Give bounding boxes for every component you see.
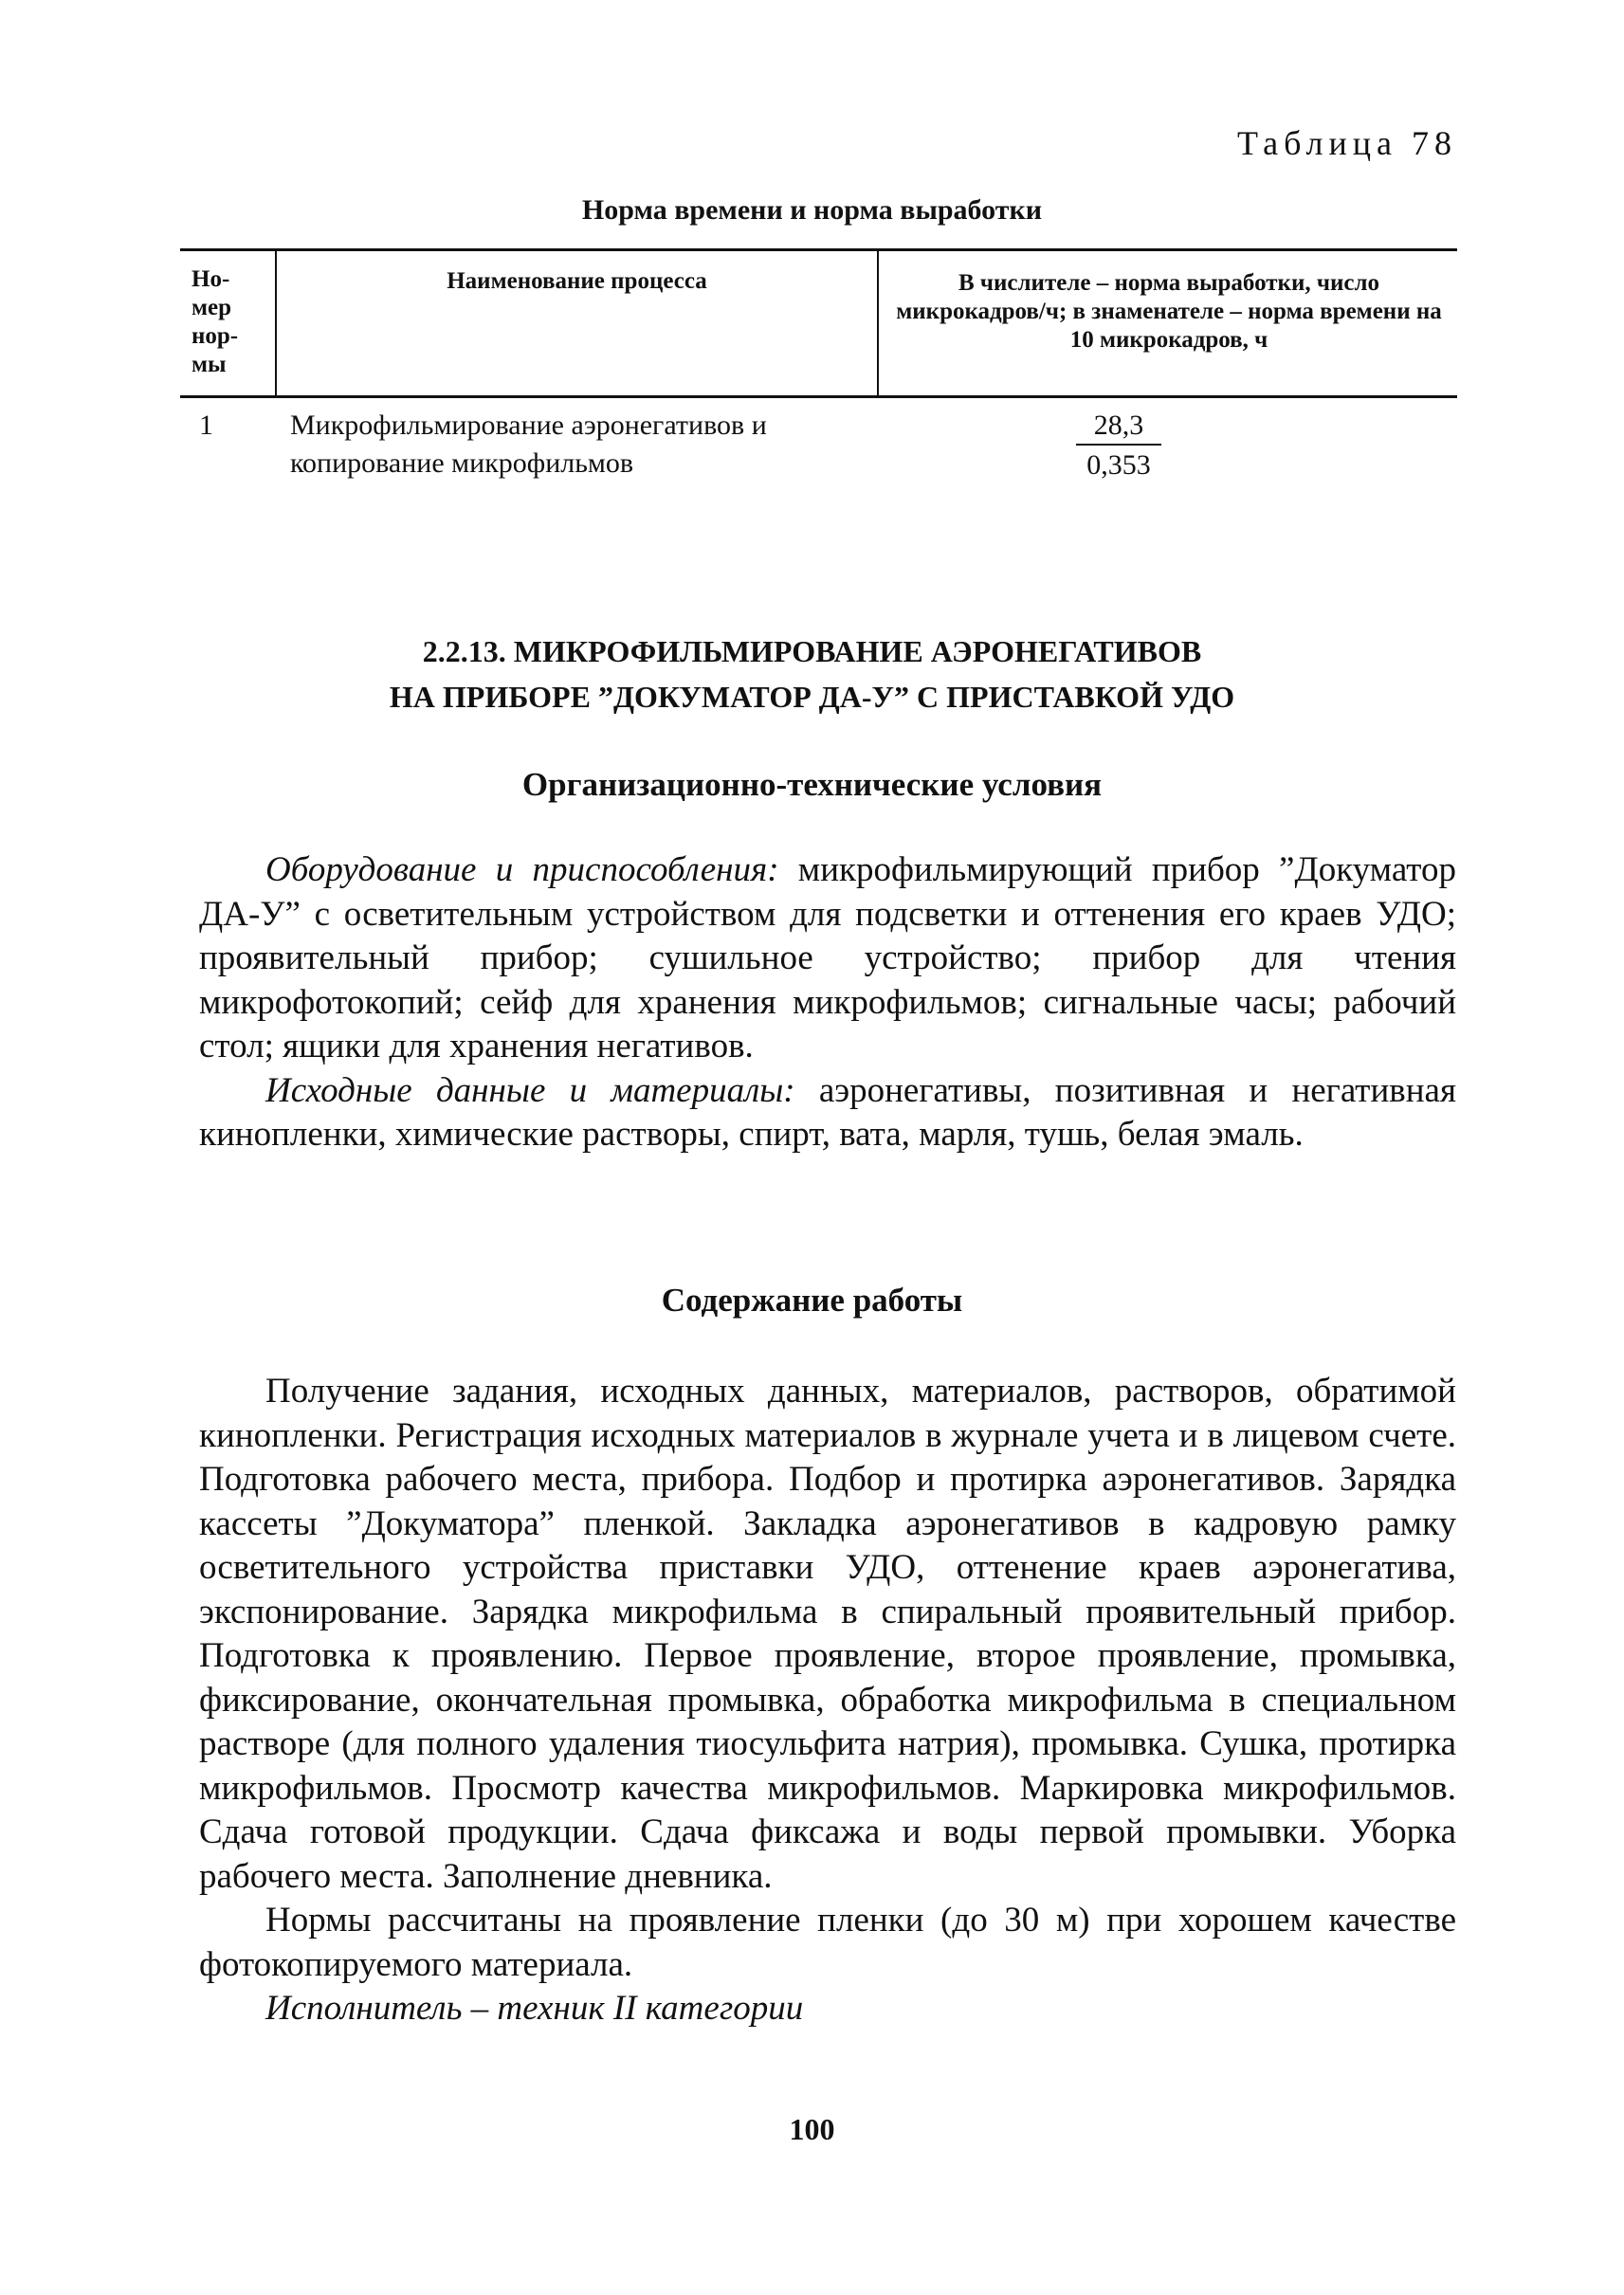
conditions-text [199, 848, 1456, 1157]
content-text-block [199, 1370, 1456, 2031]
row-process-name: Микрофильмирование аэронегативов и копирование микрофильмов [290, 410, 767, 479]
header-norm-number-text: Но- мер нор- мы [192, 266, 239, 377]
header-process-name: Наименование процесса [447, 268, 707, 294]
table-column-divider [877, 251, 879, 395]
materials-paragraph [199, 1069, 1456, 1157]
content-paragraph: Получение задания, исходных данных, материалов, растворов, обратимой кинопленки. Регистрация исходных материалов в журнале учета и в лицевом счете. Подготовка рабочего места, прибора. Подбор и протирка аэронегативов. Зарядка кассеты ”Докуматора” пленкой. Закладка аэронегативов в кадровую рамку осветительного устройства приставки УДО, оттенение краев аэронегатива, экспонирование. Зарядка микрофильма в спиральный проявительный прибор. Подготовка к проявлению. Первое проявление, второе проявление, промывка, фиксирование, окончательная промывка, обработка микрофильма в специальном растворе (для полного удаления тиосульфита натрия), промывка. Сушка, протирка микрофильмов. Просмотр качества микрофильмов. Маркировка микрофильмов. Сдача готовой продукции. Сдача фиксажа и воды первой промывки. Уборка рабочего места. Заполнение дневника. [199, 1372, 1456, 1896]
section-heading-line1: 2.2.13. МИКРОФИЛЬМИРОВАНИЕ АЭРОНЕГАТИВОВ [422, 634, 1202, 668]
row-norm-fraction [1052, 408, 1185, 485]
norms-paragraph: Нормы рассчитаны на проявление пленки (до 30 м) при хорошем качестве фотокопируемого материала. [199, 1901, 1456, 1984]
table-header-rule [180, 395, 1457, 398]
norm-time-denominator: 0,353 [1086, 449, 1151, 481]
content-title: Содержание работы [661, 1282, 963, 1319]
equipment-text: микрофильмирующий прибор ”Докуматор ДА-У” с осветительным устройством для подсветки и оттенения его краев УДО; проявительный прибор; сушильное устройство; прибор для чтения микрофотокопий; сейф для хранения микрофильмов; сигнальные часы; рабочий стол; ящики для хранения негативов. [199, 850, 1456, 1066]
page-number: 100 [789, 2112, 835, 2146]
header-norm-value: В числителе – норма выработки, число микрокадров/ч; в знаменателе – норма времени на 10 микрокадров, ч [896, 270, 1442, 353]
table-top-rule [180, 248, 1457, 251]
table-number-label: Таблица 78 [1237, 124, 1457, 162]
executor-line: Исполнитель – техник II категории [265, 1989, 804, 2028]
row-norm-number: 1 [199, 410, 213, 441]
materials-text: аэронегативы, позитивная и негативная кинопленки, химические растворы, спирт, вата, марля, тушь, белая эмаль. [199, 1070, 1456, 1154]
norm-output-numerator: 28,3 [1076, 408, 1161, 446]
section-heading [0, 628, 1624, 719]
header-norm-number [192, 265, 267, 379]
conditions-title: Организационно-технические условия [521, 766, 1103, 803]
materials-lead: Исходные данные и материалы: [265, 1070, 795, 1110]
equipment-lead: Оборудование и приспособления: [265, 850, 779, 889]
equipment-paragraph [199, 848, 1456, 1069]
table-caption: Норма времени и норма выработки [581, 194, 1043, 226]
section-heading-line2: НА ПРИБОРЕ ”ДОКУМАТОР ДА-У” С ПРИСТАВКОЙ УДО [389, 680, 1235, 714]
